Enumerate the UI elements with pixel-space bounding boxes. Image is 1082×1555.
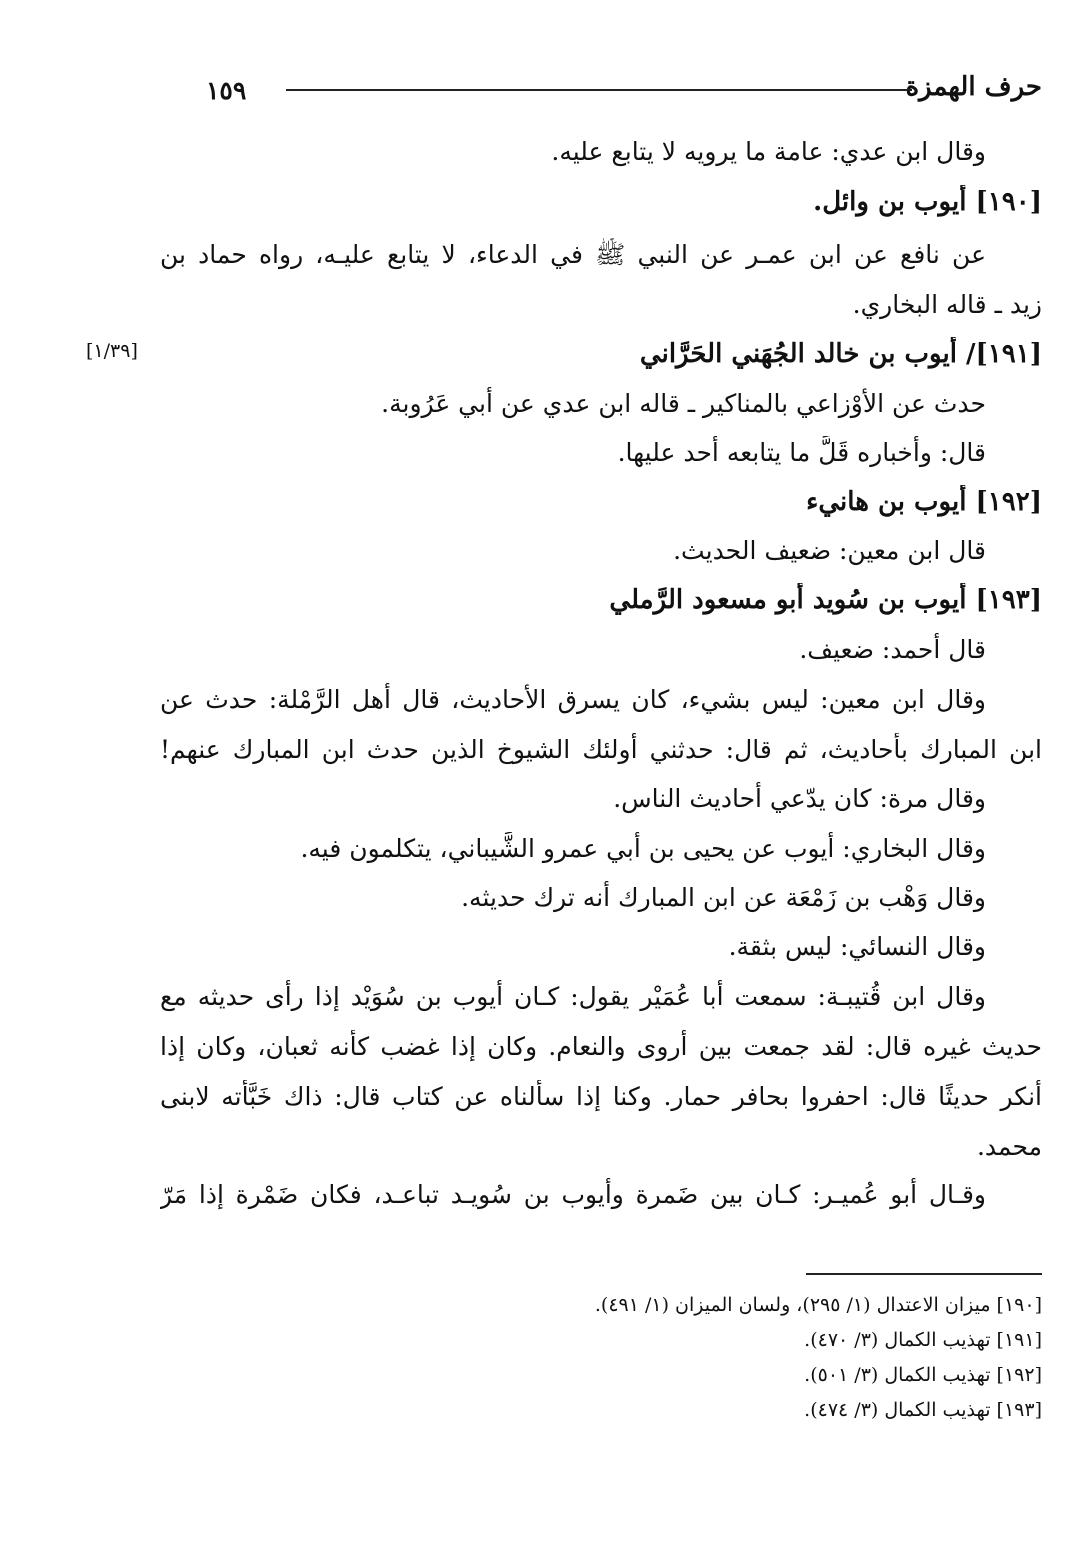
footnote-190: [١٩٠] ميزان الاعتدال (١/ ٢٩٥)، ولسان الميزان (١/ ٤٩١).: [594, 1294, 1042, 1316]
margin-reference: [١/٣٩]: [86, 340, 138, 362]
text-line: وقال ابن قُتيبـة: سمعت أبا عُمَيْر يقول: كـان أيوب بن سُوَيْد إذا رأى حديثه مع: [160, 982, 986, 1011]
text-line: أنكر حديثًا قال: احفروا بحافر حمار. وكنا إذا سألناه عن كتاب قال: ذاك خَبَّأته لابنى: [160, 1082, 1042, 1111]
footnote-193: [١٩٣] تهذيب الكمال (٣/ ٤٧٤).: [804, 1399, 1042, 1421]
text-line: وقـال أبو عُميـر: كـان بين ضَمرة وأيوب بن سُويـد تباعـد، فكان ضَمْرة إذا مَرّ: [160, 1180, 986, 1209]
header-rule: [286, 89, 912, 91]
entry-heading-191: [١٩١]/ أيوب بن خالد الجُهَني الحَرَّاني: [639, 339, 1042, 369]
text-line: ابن المبارك بأحاديث، ثم قال: حدثني أولئك الشيوخ الذين حدث ابن المبارك عنهم!: [160, 735, 1042, 764]
text-line: حدث عن الأوْزاعي بالمناكير ـ قاله ابن عدي عن أبي عَرُوبة.: [381, 389, 986, 418]
footnote-rule: [806, 1273, 1042, 1275]
running-header-title: حرف الهمزة: [905, 72, 1042, 102]
text-line: وقال وَهْب بن زَمْعَة عن ابن المبارك أنه ترك حديثه.: [461, 883, 986, 912]
text-line: وقال ابن عدي: عامة ما يرويه لا يتابع عليه.: [551, 137, 986, 166]
text-line: وقال البخاري: أيوب عن يحيى بن أبي عمرو الشَّيباني، يتكلمون فيه.: [300, 834, 986, 863]
text-line: وقال ابن معين: ليس بشيء، كان يسرق الأحاديث، قال أهل الرَّمْلة: حدث عن: [160, 685, 986, 714]
text-line: عن نافع عن ابن عمـر عن النبي ﷺ في الدعاء، لا يتابع عليـه، رواه حماد بن: [160, 240, 986, 269]
text-line: حديث غيره قال: لقد جمعت بين أروى والنعام. وكان إذا غضب كأنه ثعبان، وكان إذا: [160, 1032, 1042, 1061]
footnote-191: [١٩١] تهذيب الكمال (٣/ ٤٧٠).: [804, 1329, 1042, 1351]
page-number: ١٥٩: [206, 76, 247, 105]
entry-heading-190: [١٩٠] أيوب بن وائل.: [813, 187, 1042, 217]
text-line: قال: وأخباره قَلَّ ما يتابعه أحد عليها.: [617, 438, 986, 467]
entry-heading-192: [١٩٢] أيوب بن هانيء: [806, 487, 1042, 517]
text-line: وقال مرة: كان يدّعي أحاديث الناس.: [613, 784, 986, 813]
entry-heading-193: [١٩٣] أيوب بن سُويد أبو مسعود الرَّملي: [609, 585, 1042, 615]
text-line: زيد ـ قاله البخاري.: [852, 290, 1042, 319]
text-line: قال أحمد: ضعيف.: [799, 635, 986, 664]
text-line: وقال النسائي: ليس بثقة.: [728, 932, 986, 961]
text-line: محمد.: [976, 1132, 1042, 1161]
footnote-192: [١٩٢] تهذيب الكمال (٣/ ٥٠١).: [804, 1364, 1042, 1386]
text-line: قال ابن معين: ضعيف الحديث.: [673, 536, 986, 565]
